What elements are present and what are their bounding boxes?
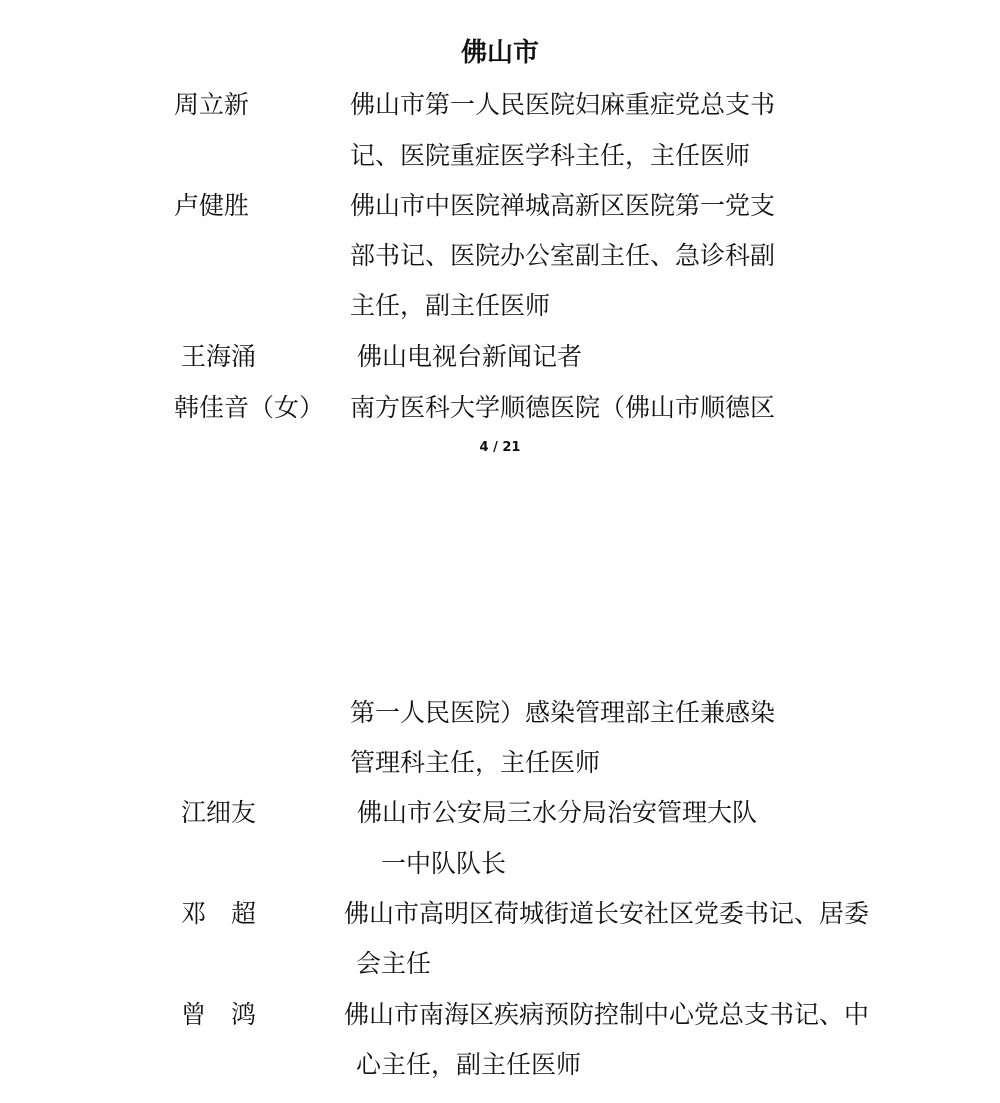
person-name: 周立新	[174, 90, 250, 119]
section-heading: 佛山市	[460, 38, 539, 68]
person-title-line: 部书记、医院办公室副主任、急诊科副	[350, 241, 776, 270]
person-title-line: 心主任，副主任医师	[356, 1050, 582, 1079]
person-title-line: 佛山市高明区荷城街道长安社区党委书记、居委	[344, 899, 870, 928]
person-title-line: 佛山市公安局三水分局治安管理大队	[357, 798, 758, 827]
person-title-line: 佛山电视台新闻记者	[357, 342, 583, 371]
person-title-line: 南方医科大学顺德医院（佛山市顺德区	[350, 393, 776, 422]
person-name: 韩佳音（女）	[174, 393, 325, 422]
person-name: 王海涌	[181, 342, 257, 371]
person-title-line: 会主任	[356, 949, 432, 978]
person-name: 邓 超	[181, 899, 257, 928]
person-title-line: 佛山市南海区疾病预防控制中心党总支书记、中	[344, 1000, 870, 1029]
person-title-line: 第一人民医院）感染管理部主任兼感染	[350, 698, 776, 727]
person-title-line: 主任，副主任医师	[350, 291, 551, 320]
person-name: 卢健胜	[174, 191, 250, 220]
person-title-line: 佛山市中医院禅城高新区医院第一党支	[350, 191, 776, 220]
person-name: 曾 鸿	[181, 1000, 257, 1029]
person-name: 江细友	[181, 798, 257, 827]
person-title-line: 记、医院重症医学科主任，主任医师	[350, 141, 751, 170]
person-title-line: 管理科主任，主任医师	[350, 748, 601, 777]
person-title-line: 一中队队长	[381, 849, 507, 878]
person-title-line: 佛山市第一人民医院妇麻重症党总支书	[350, 90, 776, 119]
page-number: 4 / 21	[479, 440, 521, 455]
